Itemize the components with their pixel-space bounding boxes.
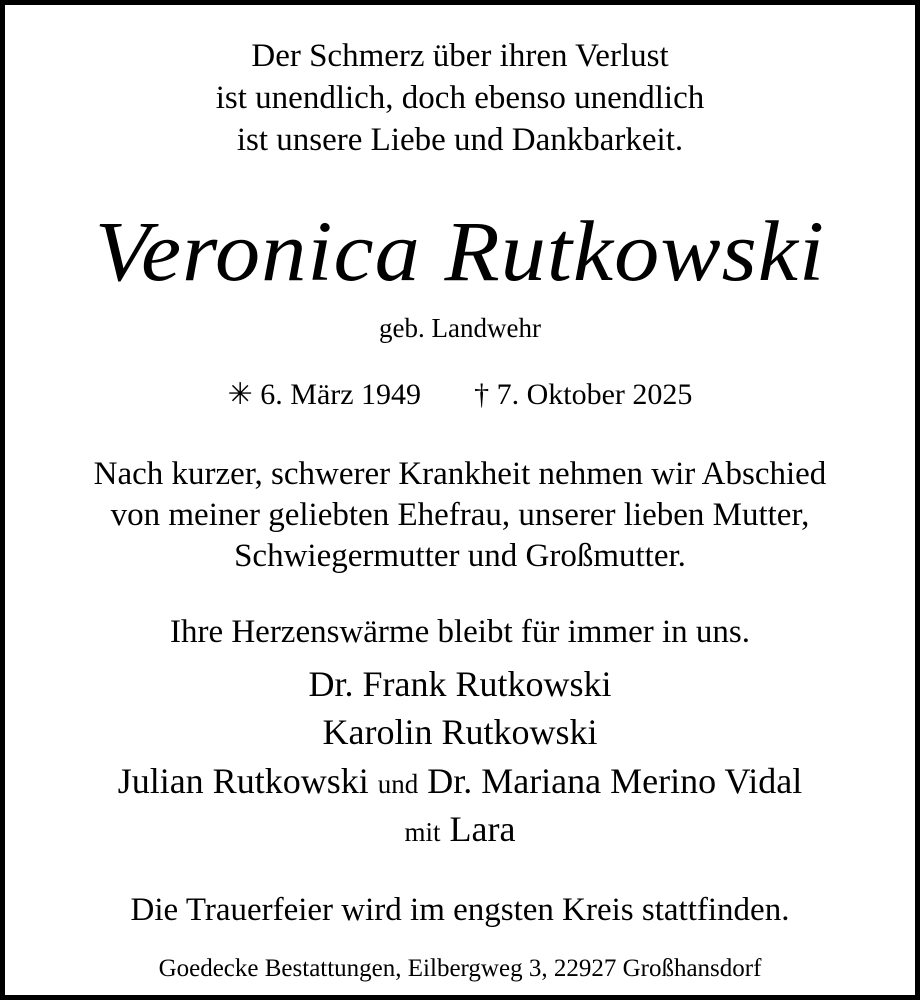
deceased-name: Veronica Rutkowski <box>94 203 826 299</box>
death-date: 7. Oktober 2025 <box>496 378 693 411</box>
mourner-julian-mariana <box>5 758 915 807</box>
birth-date: 6. März 1949 <box>260 378 422 411</box>
mourner-lara: Lara <box>449 809 516 849</box>
message-line-1: Nach kurzer, schwerer Krankheit nehmen wir Abschied <box>93 456 827 492</box>
message-line-3: Schwiegermutter und Großmutter. <box>234 538 686 574</box>
remembrance-line: Ihre Herzenswärme bleibt für immer in uns. <box>169 614 751 650</box>
death-cross-icon: † <box>474 378 490 411</box>
conjunction-und: und <box>377 769 419 799</box>
mourner-julian: Julian Rutkowski <box>117 761 369 801</box>
mourner-lara-line <box>5 806 915 855</box>
maiden-name: geb. Landwehr <box>379 313 541 343</box>
mourner-karolin: Karolin Rutkowski <box>322 712 598 752</box>
life-dates <box>5 376 915 414</box>
mourner-frank: Dr. Frank Rutkowski <box>308 664 612 704</box>
quote-line-1: Der Schmerz über ihren Verlust <box>251 38 669 74</box>
birth-star-icon: ✳ <box>227 378 253 411</box>
undertaker-address: Goedecke Bestattungen, Eilbergweg 3, 22927 Großhansdorf <box>158 955 762 982</box>
quote-line-2: ist unendlich, doch ebenso unendlich <box>215 80 705 116</box>
conjunction-mit: mit <box>404 817 441 847</box>
quote-line-3: ist unsere Liebe und Dankbarkeit. <box>236 122 684 158</box>
message-line-2: von meiner geliebten Ehefrau, unserer lieben Mutter, <box>110 497 810 533</box>
mourner-mariana: Dr. Mariana Merino Vidal <box>427 761 803 801</box>
funeral-info: Die Trauerfeier wird im engsten Kreis stattfinden. <box>130 892 790 928</box>
